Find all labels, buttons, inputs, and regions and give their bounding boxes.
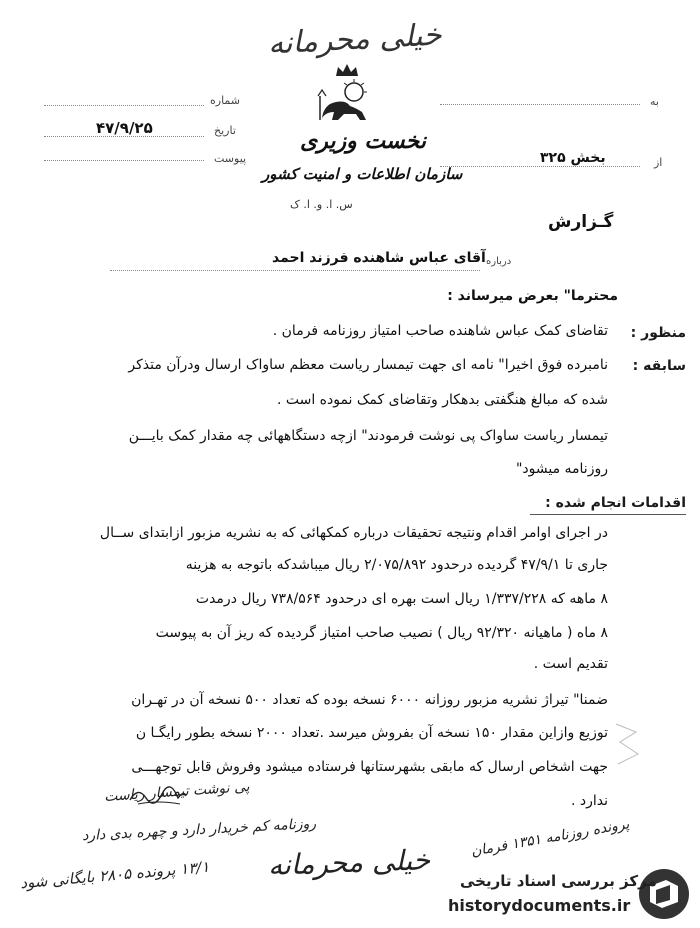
- bottom-classification-stamp: خیلی محرمانه: [267, 843, 431, 882]
- from-field-line: [440, 166, 640, 167]
- actions-line: ۸ ماهه که ۱/۳۳۷/۲۲۸ ریال است بهره ای درحدود ۷۳۸/۵۶۴ ریال درمدت: [195, 591, 608, 607]
- to-label: به: [650, 95, 659, 108]
- handwritten-note: روزنامه کم خریدار دارد و چهره بدی دارد: [81, 815, 317, 845]
- actions-line: در اجرای اوامر اقدام ونتیجه تحقیقات درباره کمکهائی که به نشریه مزبور ازابتدای ســال: [99, 525, 608, 541]
- actions-line: جاری تا ۴۷/۹/۱ گردیده درحدود ۲/۰۷۵/۸۹۲ ریال میباشدکه باتوجه به هزینه: [185, 557, 608, 573]
- to-field-line: [440, 104, 640, 105]
- background-line: تیمسار ریاست ساواک پی نوشت فرمودند" ازچه دستگاههائی چه مقدار کمک بایـــن: [128, 428, 608, 444]
- subject-line: [110, 270, 480, 271]
- signature-scribble-icon: [128, 782, 188, 812]
- actions-line: توزیع وازاین مقدار ۱۵۰ نسخه آن بفروش میرسد .تعداد ۲۰۰۰ نسخه بطور رایگـا ن: [135, 725, 608, 741]
- attachment-field-line: [44, 160, 204, 161]
- margin-mark-icon: [612, 720, 642, 772]
- number-label: شماره: [210, 94, 241, 107]
- actions-heading: اقدامات انجام شده :: [545, 495, 686, 511]
- section-value: بخش ۳۲۵: [540, 150, 606, 166]
- number-field-line: [44, 105, 204, 106]
- top-classification-stamp: خیلی محرمانه: [267, 17, 443, 62]
- purpose-label: منظور :: [630, 325, 686, 341]
- actions-line: ضمنا" تیراژ نشریه مزبور روزانه ۶۰۰۰ نسخه بوده که تعداد ۵۰۰ نسخه آن در تهـران: [131, 692, 608, 708]
- subject-label: درباره: [486, 256, 512, 267]
- handwritten-note: ۱۳/۱ پرونده ۲۸۰۵ بایگانی شود: [19, 857, 211, 893]
- from-label: از: [654, 156, 663, 169]
- background-line: نامبرده فوق اخیرا" نامه ای جهت تیمسار ریاست معظم ساواک ارسال ودرآن متذکر: [128, 357, 608, 373]
- side-note: پرونده روزنامه ۱۳۵۱ فرمان: [469, 816, 631, 860]
- salutation: محترما" بعرض میرساند :: [447, 288, 618, 304]
- background-line: شده که مبالغ هنگفتی بدهکار وتقاضای کمک نموده است .: [276, 392, 608, 408]
- actions-line: تقدیم است .: [533, 656, 608, 672]
- actions-line: ندارد .: [570, 793, 608, 809]
- purpose-text: تقاضای کمک عباس شاهنده صاحب امتیاز روزنامه فرمان .: [272, 323, 608, 339]
- watermark-text-en: historydocuments.ir: [448, 896, 631, 915]
- crown-icon: [334, 62, 360, 82]
- background-line: روزنامه میشود": [515, 461, 608, 477]
- org-line-2: سازمان اطلاعات و امنیت کشور: [262, 165, 463, 183]
- subject-value: آقای عباس شاهنده فرزند احمد: [272, 250, 486, 266]
- date-label: تاریخ: [214, 124, 236, 137]
- attachment-label: پیوست: [214, 152, 247, 165]
- actions-line: ۸ ماه ( ماهیانه ۹۲/۳۲۰ ریال ) نصیب صاحب امتیاز گردیده که ریز آن به پیوست: [155, 625, 608, 641]
- background-label: سابقه :: [632, 358, 686, 374]
- handwritten-note: پی نوشت تیمسار ریاست: [103, 778, 251, 806]
- actions-line: جهت اشخاص ارسال که مابقی بشهرستانها فرستاده میشود وفروش قابل توجهـــی: [131, 759, 608, 775]
- date-value: ۴۷/۹/۲۵: [96, 119, 153, 137]
- actions-heading-underline: [530, 514, 686, 515]
- report-title: گـزارش: [548, 212, 614, 232]
- org-line-3: س. ا. و. ا. ک: [290, 198, 353, 211]
- lion-and-sun-icon: [316, 78, 378, 128]
- org-line-1: نخست وزیری: [300, 128, 426, 154]
- watermark-text-fa: مرکز بررسی اسناد تاریخی: [460, 872, 657, 890]
